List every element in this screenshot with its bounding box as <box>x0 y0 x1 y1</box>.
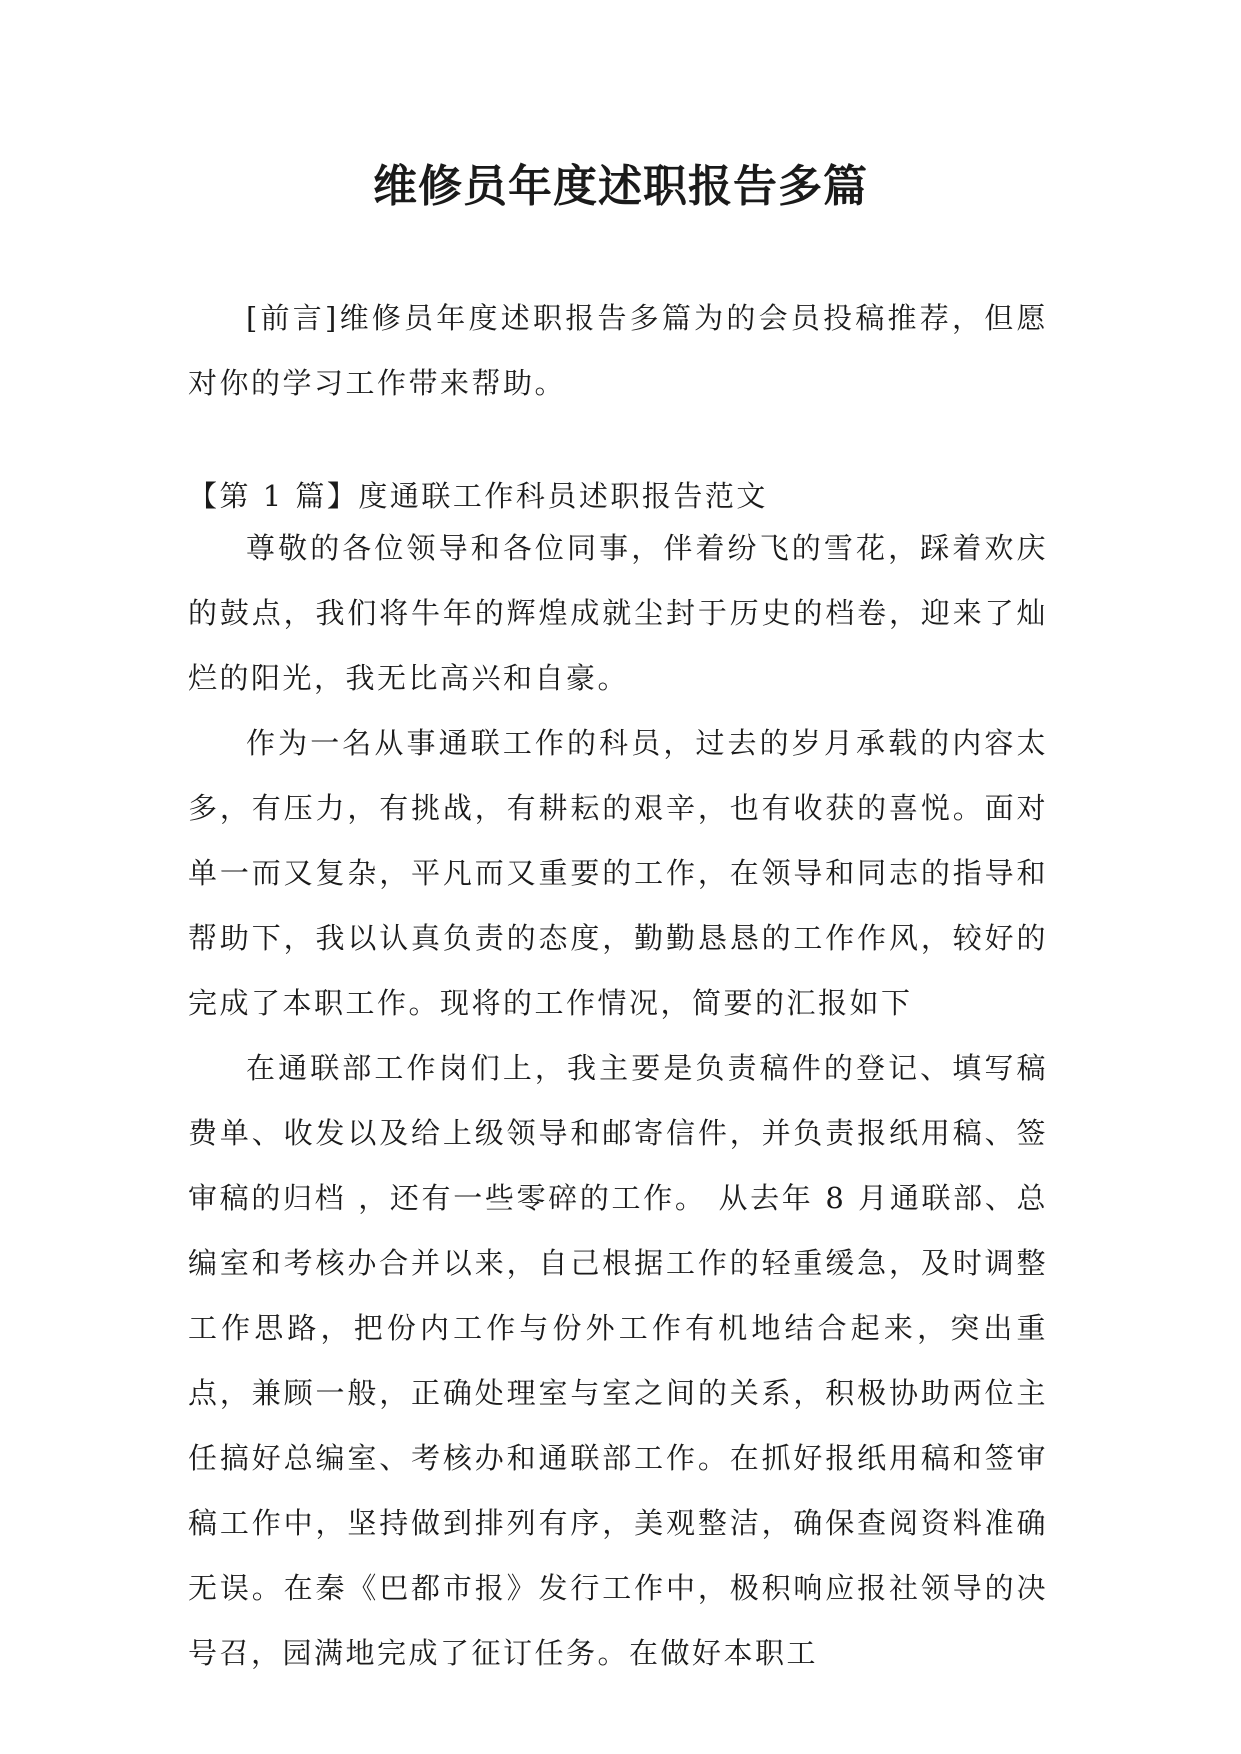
preface-block <box>188 286 1048 416</box>
preface-paragraph: [前言]维修员年度述职报告多篇为的会员投稿推荐，但愿对你的学习工作带来帮助。 <box>188 301 1048 400</box>
article-body <box>188 516 1048 1686</box>
body-paragraph: 作为一名从事通联工作的科员，过去的岁月承载的内容太多，有压力，有挑战，有耕耘的艰辛，也有收获的喜悦。面对单一而又复杂，平凡而又重要的工作，在领导和同志的指导和帮助下，我以认真负责的态度，勤勤恳恳的工作作风，较好的完成了本职工作。现将的工作情况，简要的汇报如下 <box>188 726 1048 1020</box>
body-paragraph: 在通联部工作岗们上，我主要是负责稿件的登记、填写稿费单、收发以及给上级领导和邮寄信件，并负责报纸用稿、签审稿的归档 ，还有一些零碎的工作。 从去年 8 月通联部、总编室和考核办合并以来，自己根据工作的轻重缓急，及时调整工作思路，把份内工作与份外工作有机地结合起来，突出重点，兼顾一般，正确处理室与室之间的关系，积极协助两位主任搞好总编室、考核办和通联部工作。在抓好报纸用稿和签审稿工作中，坚持做到排列有序，美观整洁，确保查阅资料准确无误。在秦《巴都市报》发行工作中，极积响应报社领导的决号召，园满地完成了征订任务。在做好本职工 <box>188 1051 1048 1670</box>
section-heading: 【第 1 篇】度通联工作科员述职报告范文 <box>188 479 768 513</box>
body-paragraph: 尊敬的各位领导和各位同事，伴着纷飞的雪花，踩着欢庆的鼓点，我们将牛年的辉煌成就尘封于历史的档卷，迎来了灿烂的阳光，我无比高兴和自豪。 <box>188 531 1048 695</box>
document-title: 维修员年度述职报告多篇 <box>373 161 868 212</box>
